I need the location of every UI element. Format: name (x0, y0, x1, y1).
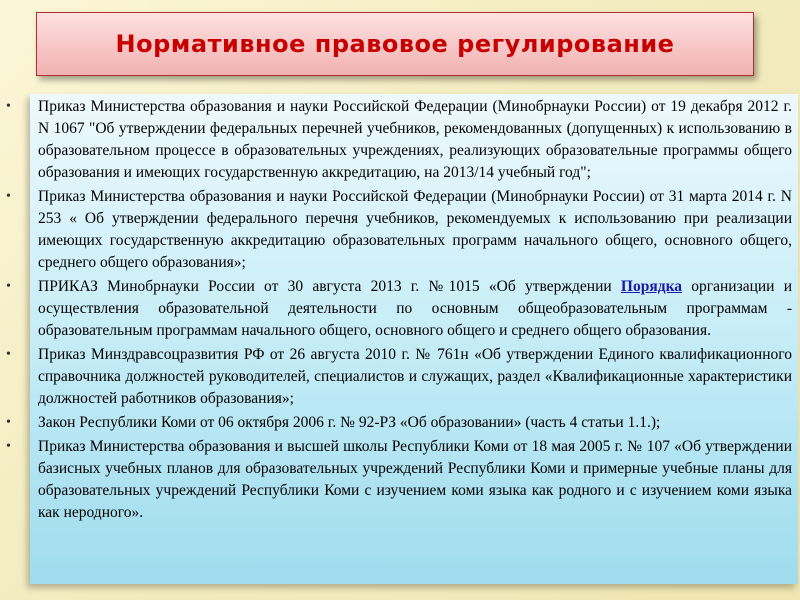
list-item (0, 344, 800, 410)
bullet-icon: • (6, 279, 11, 294)
poryadok-link[interactable]: Порядка (620, 278, 683, 295)
item-text (38, 276, 792, 342)
item-text: Закон Республики Коми от 06 октября 2006 г. № 92-РЗ «Об образовании» (часть 4 статьи 1.1.); (38, 414, 661, 431)
list-item (0, 276, 800, 342)
item-text: Приказ Министерства образования и науки Российской Федерации (Минобрнауки России) от 19 декабря 2012 г. N 1067 "Об утверждении федеральных перечней учебников, рекомендованных (допущенных) к использованию в образовательном процессе в образовательных учреждениях, реализующих образовательные программы общего образования и имеющих государственную аккредитацию, на 2013/14 учебный год"; (38, 98, 792, 181)
item-text: Приказ Министерства образования и высшей школы Республики Коми от 18 мая 2005 г. № 107 «Об утверждении базисных учебных планов для образовательных учреждений Республики Коми и примерные учебные планы для образовательных учреждений Республики Коми с изучением коми языка как родного и с изучением коми языка как неродного». (38, 438, 792, 521)
item-text-after: организации и осуществления образовательной деятельности по основным общеобразовательным программам - образовательным программам начального общего, основного общего и среднего общего образования. (38, 278, 792, 339)
item-text-before: ПРИКАЗ Минобрнауки России от 30 августа 2013 г. №1015 «Об утверждении (38, 278, 621, 295)
list-item (0, 186, 800, 274)
bullet-icon: • (6, 347, 11, 362)
page-title: Нормативное правовое регулирование (115, 30, 675, 58)
bullet-icon: • (6, 439, 11, 454)
regulation-list (0, 96, 800, 526)
list-item (0, 436, 800, 524)
item-text: Приказ Минздравсоцразвития РФ от 26 августа 2010 г. № 761н «Об утверждении Единого квалификационного справочника должностей руководителей, специалистов и служащих, раздел «Квалификационные характеристики должностей работников образования»; (38, 346, 792, 407)
title-box (36, 12, 754, 76)
list-item (0, 96, 800, 184)
bullet-icon: • (6, 415, 11, 430)
list-item (0, 412, 800, 434)
bullet-icon: • (6, 99, 11, 114)
bullet-icon: • (6, 189, 11, 204)
item-text: Приказ Министерства образования и науки Российской Федерации (Минобрнауки России) от 31 марта 2014 г. N 253 « Об утверждении федерального перечня учебников, рекомендуемых к использованию при реализации имеющих государственную аккредитацию образовательных программ начального общего, основного общего, среднего общего образования»; (38, 188, 792, 271)
